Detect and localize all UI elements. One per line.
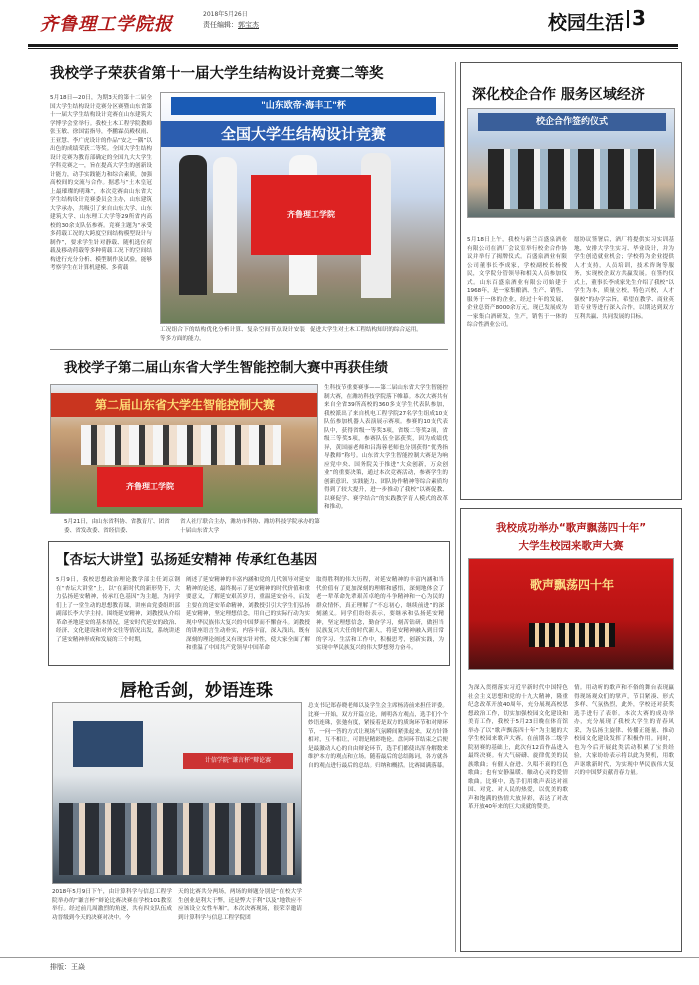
article4-title: 唇枪舌剑，妙语连珠 [120,681,273,701]
photo-backdrop: 第二届山东省大学生智能控制大赛 [51,393,318,417]
article1-col2: 工况组合下的结构优化分析计算、复杂空间节点设计安装等多方面的能力， [160,327,305,342]
section-divider [627,10,629,28]
performers [529,623,615,647]
article2-caption-b: 省人社厅联合主办，潍坊市科协、潍坊科技学院承办的第十届山东省大学 [180,519,320,534]
photo-backdrop: 全国大学生结构设计竞赛 [161,121,445,147]
article4-col2: 天的比赛共分两场，两场的辩题分别是“在校大学生创业是利大于弊，还是弊大于利”以及“地铁应不应该设立女性车厢”。本次决赛现场，很荣幸邀请到计算科学与信息工程学院团 [178,889,302,921]
photo-backdrop: 校企合作签约仪式 [478,113,666,131]
sidebar1-title: 深化校企合作 服务区域经济 [472,87,645,103]
school-flag: 齐鲁理工学院 [97,467,203,507]
layout-credit [50,962,85,972]
article4-col1: 2018年5月9日下午，由计算科学与信息工程学院举办的“谦言杯”辩论比赛决赛在学校101教室举行。经过前几周激烈的角逐，共有四支队伍成功晋级到今天的决赛对决中。今 [52,889,172,921]
article4-photo [52,702,302,884]
section-rule [50,349,448,350]
article1-title: 我校学子荣获省第十一届大学生结构设计竞赛二等奖 [50,66,384,82]
article2-photo [50,384,318,514]
article1-photo [160,92,445,324]
group-figures [488,149,656,209]
masthead-rule-thin [28,48,678,49]
article1-col3: 促进大学生对土木工程结构知识的综合运用。 [310,327,422,333]
article1-col1: 5月18日—20日，为期3天的第十二届全国大学生结构设计竞赛分区赛暨山东省第十一届大学生结构设计竞赛在山东建筑大学博学会堂举行。我校土木工程学院教师张玉敏、徐国雷指导，李鹏霖员殿权雨、王亚慧、李广虎设计的作品“安之一隅”以出色的成绩荣获二等奖。全国大学生结构设计竞赛为教育部确定的全国九大大学生学科竞赛之一，旨在提高大学生的创新设计能力，动手实践能力和综合素质，加强高校间的交流与合作。据悉与“土木皇冠上最璀璨的明珠”，本次竞赛由山东省大学生结构设计竞赛委员会主办，山东建筑大学承办，共吸引了来自山东大学、山东建筑大学、山东理工大学等29所省内高校的30余支队伍参赛。竞赛主题为“承受多荷载工况的大跨度空间结构模型设计与制作”，要求学生针对静载、随机选位荷载及移动荷载等多种荷载工况下的空间结构进行充分分析、模型制作及试验，能够考察学生在计算机建模、多荷载 [50,95,152,271]
photo-banner: 计信学院“谦言杯”辩论赛 [183,753,293,769]
audience-figures [59,803,295,875]
newspaper-logo: 齐鲁理工学院报 [40,14,173,35]
article3-col1: 5月9日，我校思想政治理论教学部主任刘京钢在“杏坛大讲堂”上，以“在新时代的新形势下，大力弘扬延安精神，传承红色基因”为主题，为同学们上了一堂生动的思想教育课，讲座由党委组织部副部长李大学主持。围绕延安精神，刘教授从介绍革命圣地延安的基本情况，延安时代延安的政治、经济、文化建设和对外交往等情况出发，系统讲述了延安精神形成和发展的三个时期， [56,577,180,643]
editor-name: 郭宝杰 [238,21,259,29]
sidebar2-col2: 情。用动听的歌声和不俗的舞台表现赢得现场观众们的掌声，节目紧凑、形式多样、气氛热烈，此外，学校还对获奖选手进行了表彰。本次大赛的成功举办，充分展现了我校大学生的青春风采，为弘扬主旋律、传播正能量、推动校园文化建设发挥了积极作用。同时，也为今后开展此类活动积累了宝贵经验，大家纷纷表示将以此为契机，用歌声讴歌新时代，为实现中华民族伟大复兴的中国梦贡献青春力量。 [574,685,674,776]
sidebar2-photo [468,558,674,670]
sidebar1-col2: 愿协议签署后，酒厂将提供实习实训基地，安排大学生实习、毕业设计，并为学生创造就业机会；学校将为企业提供人才支持，人员培训，技术咨询等服务，实现校企双方共赢发展。在签约仪式上，董事长李成家先生介绍了我校“以学生为本，质量立校，特色兴校，人才强校”的办学宗旨，希望在教学、商业英语专业等进行深入合作，以期达到双方互利共赢、共同发展的目标。 [574,237,674,320]
footer-rule [0,957,699,958]
photo-banner: "山东欧帝·海丰工"杯 [171,97,436,115]
sidebar1-col1: 5月18日上午，我校与新兰百盛泉酒业有限公司在酒厂会议室举行校企合作协议并举行了揭牌仪式。百盛泉酒业有限公司董事长李成家，学校副校长杨俊民，文学院分管领导和相关人员参加仪式。山东百盛泉酒业有限公司始建于1968年，是一家集酿酒、生产、销售、服务于一体的企业，经过十年的发展，企业总资产8000余万元，现已发展成为一家集白酒研发，生产，销售于一体的综合性酒业公司。 [467,237,567,328]
layout-label: 排版： [50,963,71,971]
section-title: 校园生活 [548,12,625,34]
article3-col3: 取得胜利的伟大历程，对延安精神的丰富内涵和当代价值有了更加深刻的理解和感悟，深刻地体会了老一辈革命先辈艰苦卓绝的斗争精神和一心为民的群众情怀，真正理解了“不忘初心，继续前进”的深刻涵义。同学们纷纷表示，要继承和弘扬延安精神，坚定理想信念，勤奋学习，刻苦钻研，做担当民族复兴大任的时代新人，将延安精神融入到日常的学习、生活和工作中，积极思考，创新实践，为实现中华民族复兴的伟大梦想努力奋斗。 [316,577,444,651]
masthead-rule [28,44,678,47]
group-figures [81,425,281,465]
sidebar2-col1: 为深入贯彻落实习近平新时代中国特色社会主义思想和党的十九大精神，隆重纪念改革开放40周年，充分展现高校思想政治工作，切实加强校园文化建设和美育工作，我校于5月23日晚在体育馆举办了以“歌声飘荡四十年”为主题的大学生校园来歌声大赛。在前期各二级学院初赛的基础上，此次有12首作品进入最终决赛。有大气磅礴、旋律优美的民族歌曲；有催人奋进、久唱不衰的红色歌曲；也有安静温暖、触动心灵的爱情歌曲。比赛中，选手们用歌声表达对祖国、对党、对人民的热爱，以优美的歌声和饱满的热情大放异彩，表达了对改革开放40年来的巨大成就的赞美。 [468,685,568,810]
article2-caption-a: 5月21日，由山东省科协、省教育厅、团省委、省发改委、省经信委、 [64,519,170,534]
projector-screen [73,721,143,767]
page-number: 3 [632,6,646,30]
school-flag: 齐鲁理工学院 [251,175,371,255]
sidebar2-title-line2: 大学生校园来歌声大赛 [518,540,624,552]
person-figure [213,157,237,293]
editor-credit [203,20,259,30]
editor-label: 责任编辑： [203,21,238,29]
article3-title: 【杏坛大讲堂】弘扬延安精神 传承红色基因 [56,552,318,568]
layout-name: 王焱 [71,963,85,971]
person-figure [179,155,207,295]
article2-title: 我校学子第二届山东省大学生智能控制大赛中再获佳绩 [64,360,388,376]
issue-date: 2018年5月26日 [203,11,248,18]
article2-col-right: 生科技节重要赛事——第二届山东省大学生智能控制大赛，在潍坊科技学院落下帷幕。本次大赛共有来自全省39所高校的360多支学生代表队参加，我校派出了来自机电工程学院27名学生组成10支队伍参加机器人表演展示赛项。参赛的10支代表队中，获得省级一等奖3项，省级二等奖2项，省级三等奖5项，参赛队伍全部获奖，因为成绩优异，黄国丽老师和吕海蓉老师也分别获得“优秀指导教师”称号。山东省大学生智能控制大赛是为响应党中央、国务院关于推进“大众创新，万众创业”的重要决策，通过本次竞赛活动，参赛学生的创新意识、实践能力、团队协作精神等综合素质均得到了较大提升，进一步推动了我校“以赛促教、以赛促学、赛学结合”的实践教学育人模式的改革和推动。 [324,385,448,510]
article3-col2: 阐述了延安精神的丰富内涵和党的几代领导对延安精神的论述，最终揭示了延安精神的时代价值和重要意义，了解延安艰苦岁月，重温延安奋斗，启发主要在的延安革命精神，刘教授引引大学生们弘扬延安精神，坚定理想信念，用自己的实际行动为实现中华民族伟大复兴的中国梦而不懈奋斗。刘教授的讲座语言生动朴实，内容丰富，深入浅出，既有深刻的理论阐述又有现实针对性，使大家全面了解和重温了中国共产党领导中国革命 [186,577,310,651]
article4-col3: 总支书记郑春晓老师以及学生会主席杨涛前来担任评委。比赛一开始，双方开篇立论，阐明各方观点，选手们个个妙语连珠，张弛有度，紧接着是双方的质询环节和对辩环节，一问一答的方式让现场气氛瞬间紧张起来，双方针锋相对，互不相让，可谓是精彩绝伦。盘问环节结束之后便是最激动人心的自由辩论环节，选手们都使出浑身解数来维护本方的观点和立场。随着最后的总结陈词，各方就各自的观点进行最后的总结。归纳和概括。比赛圆满落幕。 [308,703,448,769]
column-divider [455,62,456,952]
sidebar1-photo [467,108,675,218]
sidebar2-title-line1: 我校成功举办“歌声飘荡四十年” [495,522,647,534]
photo-backdrop: 歌声飘荡四十年 [529,578,614,592]
